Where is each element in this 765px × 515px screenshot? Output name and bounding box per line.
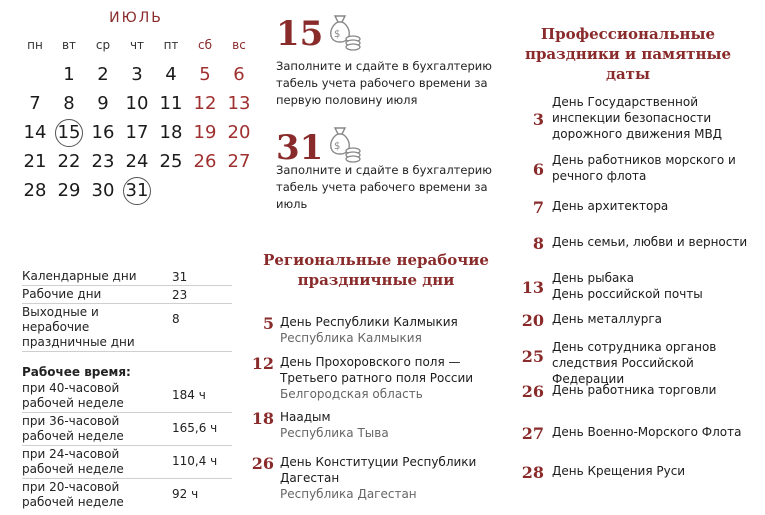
weekday-fri: пт [163, 38, 179, 52]
holiday-name: День металлурга [552, 312, 662, 326]
hours-label: при 24-часовой рабочей неделе [22, 447, 124, 476]
weekend-days-value: 8 [172, 312, 180, 326]
hours-value: 92 ч [172, 487, 199, 501]
holiday-day: 12 [251, 354, 274, 373]
work-time-heading: Рабочее время: [22, 365, 131, 379]
holiday-name: День архитектора [552, 199, 669, 213]
holiday-day: 28 [521, 463, 544, 482]
working-time-table [22, 268, 232, 511]
holiday-day: 18 [251, 409, 274, 428]
table-row [22, 446, 232, 479]
holiday-day: 13 [521, 278, 544, 297]
calendar-day: 25 [159, 151, 183, 172]
holiday-name: День Государственной инспекции безопасности дорожного движения МВД [552, 95, 723, 141]
calendar-day: 8 [63, 93, 75, 114]
weekend-days-label: Выходные и нерабочие праздничные дни [22, 305, 135, 349]
calendar-day: 7 [29, 93, 41, 114]
working-days-label: Рабочие дни [22, 287, 102, 301]
calendar-day: 21 [23, 151, 47, 172]
holiday-name: День сотрудника органов следствия Российской Федерации [552, 340, 717, 386]
holiday-day: 20 [521, 311, 544, 330]
svg-text:$: $ [334, 29, 341, 40]
calendar-day: 9 [97, 93, 109, 114]
svg-text:$: $ [334, 141, 341, 152]
holiday-day: 6 [532, 160, 544, 179]
calendar-day: 13 [227, 93, 251, 114]
holiday-region: Республика Калмыкия [280, 331, 422, 345]
table-row [22, 304, 232, 352]
table-row [22, 268, 232, 286]
calendar-days-value: 31 [172, 270, 188, 284]
calendar-day: 4 [165, 64, 177, 85]
holiday-day: 3 [532, 110, 544, 129]
holiday-day: 27 [521, 424, 544, 443]
hours-value: 184 ч [172, 388, 206, 402]
calendar-day: 19 [193, 122, 217, 143]
weekday-sun: вс [232, 38, 246, 52]
calendar-day: 5 [199, 64, 211, 85]
calendar-day: 10 [125, 93, 149, 114]
calendar-day: 11 [159, 93, 183, 114]
holiday-day: 26 [521, 382, 544, 401]
holiday-name: День рыбака День российской почты [552, 271, 703, 301]
money-bag-coins-icon [323, 12, 363, 52]
holiday-region: Белгородская область [280, 387, 423, 401]
weekday-tue: вт [61, 38, 77, 52]
month-title: ИЮЛЬ [109, 10, 163, 26]
weekday-wed: ср [95, 38, 111, 52]
holiday-day: 26 [251, 454, 274, 473]
calendar-day: 17 [125, 122, 149, 143]
working-days-value: 23 [172, 288, 188, 302]
table-row [22, 479, 232, 511]
table-row [22, 380, 232, 413]
hours-label: при 40-часовой рабочей неделе [22, 381, 124, 410]
calendar-day: 3 [131, 64, 143, 85]
calendar-day: 23 [91, 151, 115, 172]
calendar-day: 29 [57, 180, 81, 201]
holiday-name: День Республики Калмыкия [280, 315, 458, 329]
deadline-text-31: Заполните и сдайте в бухгалтерию табель учета рабочего времени за июль [276, 163, 492, 211]
holiday-name: День работника торговли [552, 383, 717, 397]
weekday-sat: сб [198, 38, 212, 52]
holiday-name: День работников морского и речного флота [552, 153, 736, 183]
hours-value: 165,6 ч [172, 421, 218, 435]
calendar-day: 30 [91, 180, 115, 201]
calendar-day-highlighted: 15 [52, 118, 86, 148]
holiday-name: День Прохоровского поля — Третьего ратного поля России [280, 355, 474, 385]
holiday-name: День Крещения Руси [552, 464, 686, 478]
holiday-day: 8 [532, 234, 544, 253]
hours-label: при 36-часовой рабочей неделе [22, 414, 124, 443]
calendar-day: 6 [233, 64, 245, 85]
deadline-day-31: 31 [276, 128, 324, 168]
calendar-day: 2 [97, 64, 109, 85]
holiday-name: День Военно-Морского Флота [552, 425, 742, 439]
professional-holidays-title: Профессиональные праздники и памятные даты [524, 25, 732, 83]
calendar-day: 24 [125, 151, 149, 172]
deadline-day-15: 15 [276, 14, 324, 54]
holiday-name: Наадым [280, 410, 331, 424]
holiday-day: 5 [262, 314, 274, 333]
calendar-day: 18 [159, 122, 183, 143]
calendar-days-label: Календарные дни [22, 269, 137, 283]
holiday-region: Республика Дагестан [280, 487, 417, 501]
hours-value: 110,4 ч [172, 454, 218, 468]
calendar-day-highlighted: 31 [120, 176, 154, 206]
calendar-day: 28 [23, 180, 47, 201]
holiday-day: 7 [532, 198, 544, 217]
money-bag-coins-icon [323, 124, 363, 164]
calendar-day: 12 [193, 93, 217, 114]
calendar-day: 14 [23, 122, 47, 143]
calendar-day: 26 [193, 151, 217, 172]
weekday-thu: чт [129, 38, 145, 52]
weekday-mon: пн [27, 38, 43, 52]
holiday-region: Республика Тыва [280, 426, 389, 440]
calendar-day: 16 [91, 122, 115, 143]
regional-holidays-title: Региональные нерабочие праздничные дни [263, 251, 489, 289]
table-row [22, 286, 232, 304]
hours-label: при 20-часовой рабочей неделе [22, 480, 124, 509]
deadline-text-15: Заполните и сдайте в бухгалтерию табель учета рабочего времени за первую половину июля [276, 59, 492, 107]
calendar-day: 22 [57, 151, 81, 172]
holiday-name: День Конституции Республики Дагестан [280, 455, 477, 485]
calendar-day: 20 [227, 122, 251, 143]
calendar-day: 27 [227, 151, 251, 172]
holiday-day: 25 [521, 347, 544, 366]
table-row [22, 413, 232, 446]
calendar-day: 1 [63, 64, 75, 85]
holiday-name: День семьи, любви и верности [552, 235, 748, 249]
